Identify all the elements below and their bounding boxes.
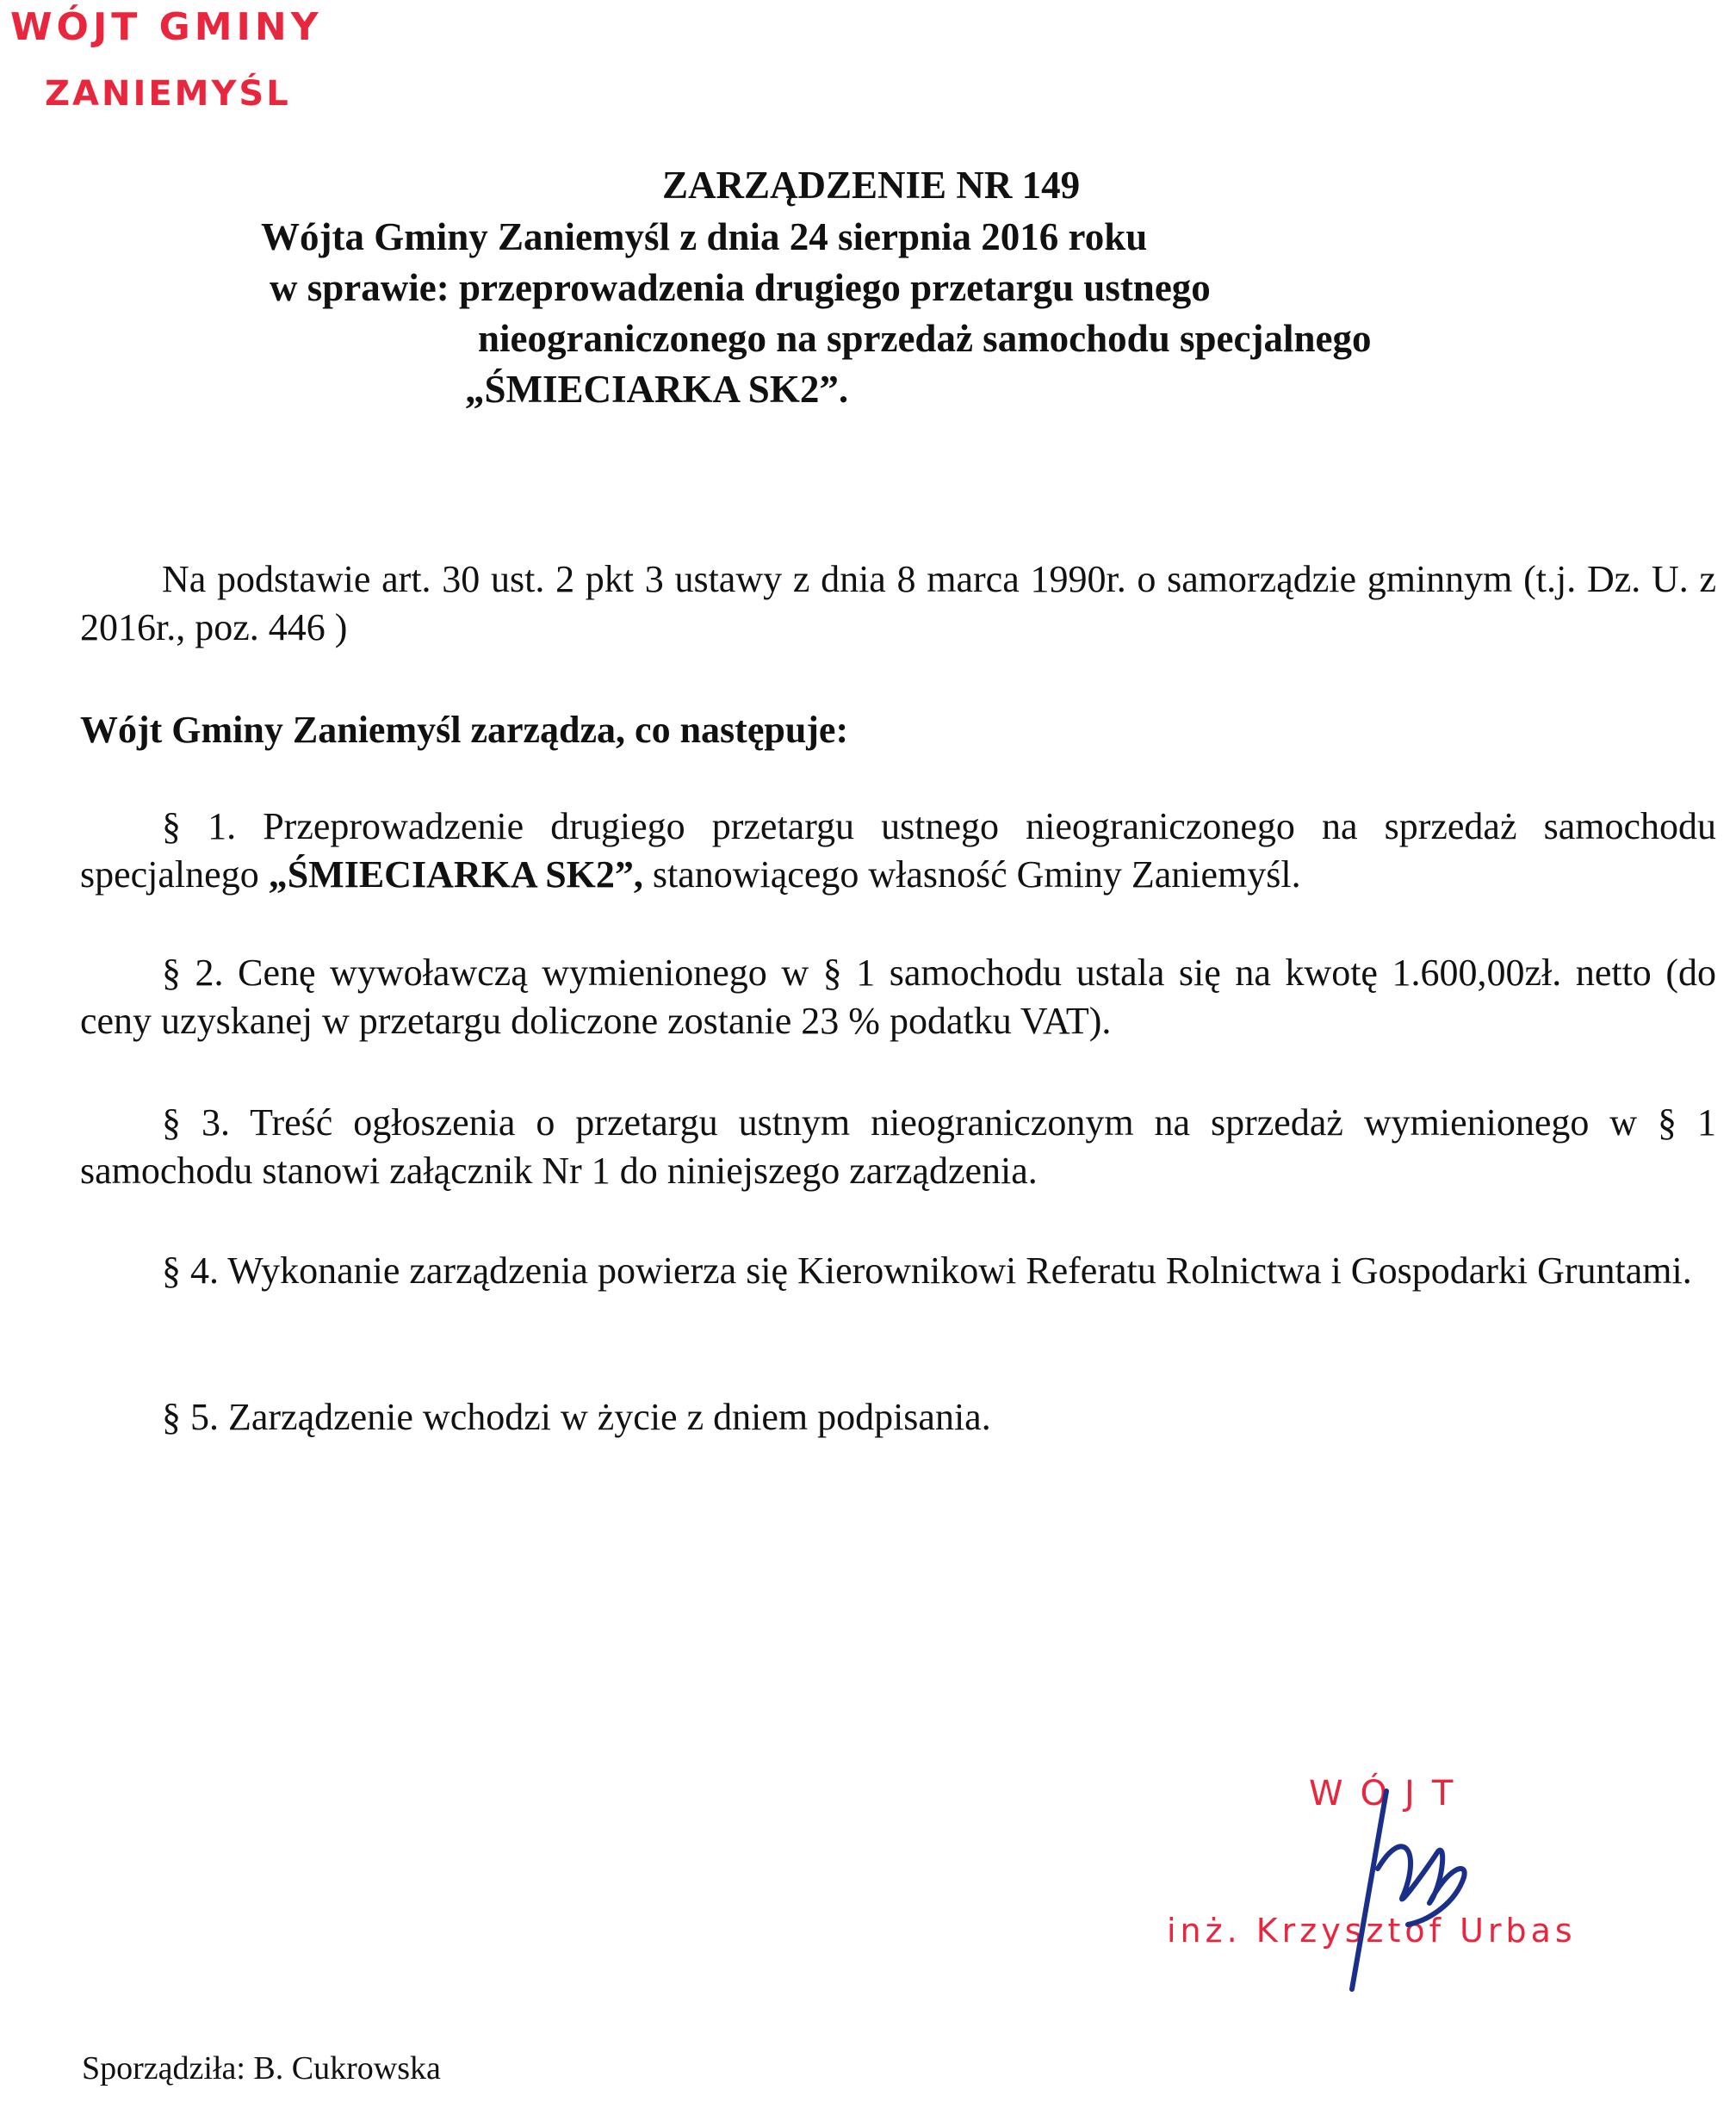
decree-heading: Wójt Gminy Zaniemyśl zarządza, co następuje: bbox=[80, 709, 849, 751]
document-subject-line-1: w sprawie: przeprowadzenia drugiego przetargu ustnego bbox=[270, 266, 1211, 309]
paragraph-1-text-b: stanowiącego własność Gminy Zaniemyśl. bbox=[642, 853, 1301, 896]
stamp-title: WÓJT bbox=[1309, 1774, 1471, 1814]
paragraph-4: § 4. Wykonanie zarządzenia powierza się Kierownikowi Referatu Rolnictwa i Gospodarki Gruntami. bbox=[162, 1249, 1692, 1292]
vehicle-name: „ŚMIECIARKA SK2”, bbox=[268, 853, 643, 896]
stamp-name: inż. Krzysztof Urbas bbox=[1167, 1912, 1577, 1950]
paragraph-1 bbox=[80, 803, 1716, 899]
paragraph-5: § 5. Zarządzenie wchodzi w życie z dniem podpisania. bbox=[162, 1396, 991, 1438]
paragraph-3: § 3. Treść ogłoszenia o przetargu ustnym nieograniczonym na sprzedaż wymienionego w § 1 samochodu stanowi załącznik Nr 1 do niniejszego zarządzenia. bbox=[80, 1101, 1716, 1192]
document-subject-line-3: „ŚMIECIARKA SK2”. bbox=[465, 368, 849, 411]
stamp-line-1: WÓJT GMINY bbox=[10, 5, 323, 49]
document-subtitle: Wójta Gminy Zaniemyśl z dnia 24 sierpnia 2016 roku bbox=[261, 215, 1148, 258]
prepared-by: Sporządziła: B. Cukrowska bbox=[82, 2050, 441, 2086]
paragraph-1-text-a: § 1. Przeprowadzenie drugiego przetargu ustnego nieograniczonego na sprzedaż samochodu specjalnego bbox=[80, 805, 1716, 896]
legal-basis: Na podstawie art. 30 ust. 2 pkt 3 ustawy z dnia 8 marca 1990r. o samorządzie gminnym (t.j. Dz. U. z 2016r., poz. 446 ) bbox=[80, 558, 1716, 648]
document-subject-line-2: nieograniczonego na sprzedaż samochodu specjalnego bbox=[478, 317, 1372, 360]
signature bbox=[1326, 1774, 1498, 1998]
document-title: ZARZĄDZENIE NR 149 bbox=[662, 164, 1081, 207]
paragraph-2: § 2. Cenę wywoławczą wymienionego w § 1 samochodu ustala się na kwotę 1.600,00zł. netto (do ceny uzyskanej w przetargu doliczone zostanie 23 % podatku VAT). bbox=[80, 952, 1716, 1042]
stamp-line-2: ZANIEMYŚL bbox=[45, 74, 291, 114]
